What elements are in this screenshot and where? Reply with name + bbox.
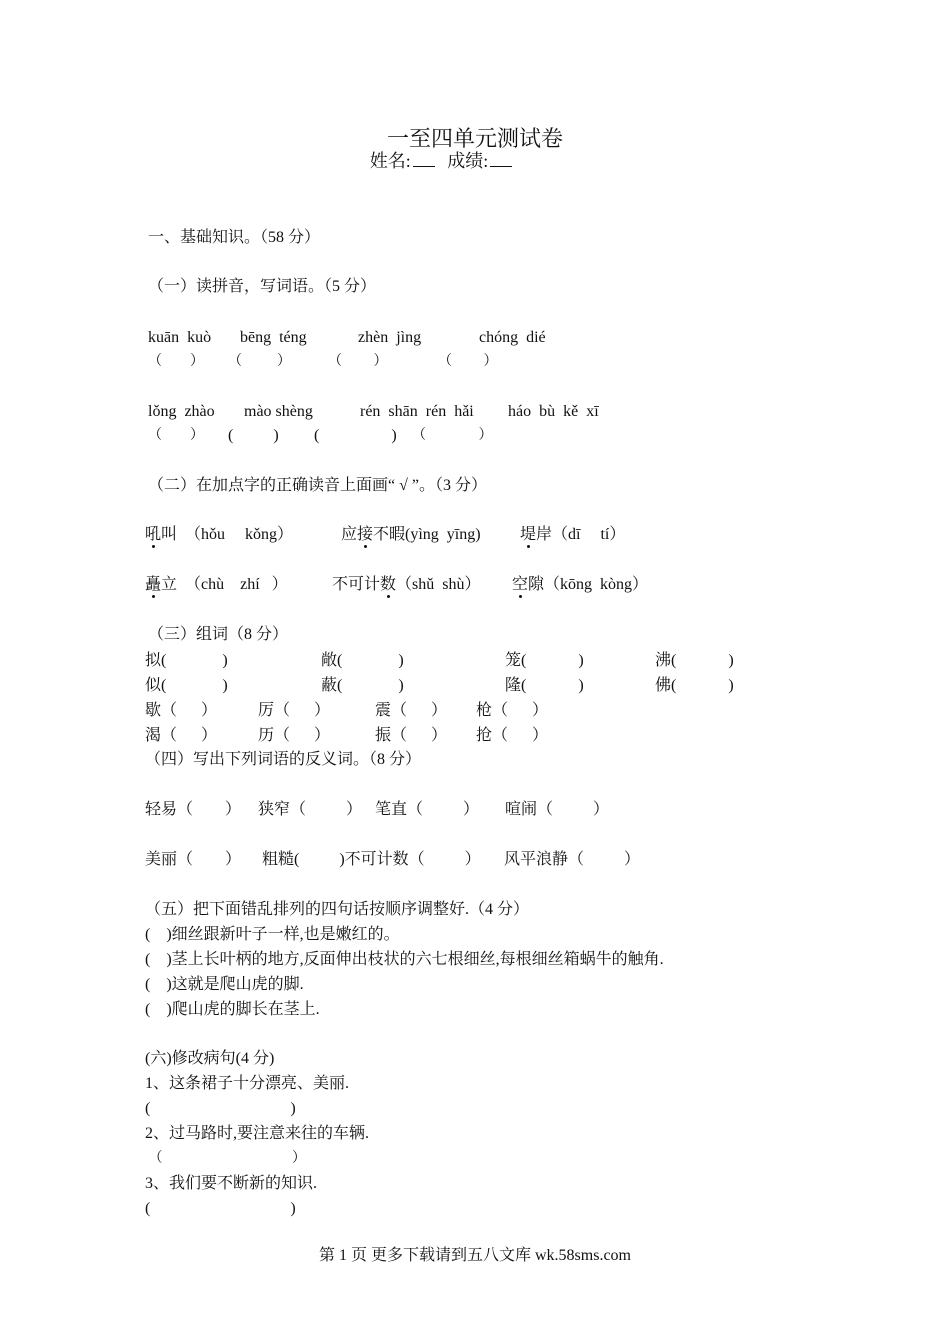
part3-heading: （三）组词（8 分） (148, 626, 289, 643)
word-blank[interactable]: 历（ ） (258, 727, 331, 744)
answer-blank[interactable]: （ ） (438, 354, 498, 369)
antonym-blank[interactable]: 笔直（ ） (375, 801, 480, 818)
sentence-item: 1、这条裙子十分漂亮、美丽. (145, 1075, 350, 1092)
word-blank[interactable]: 敞( ) (321, 652, 404, 669)
score-blank[interactable] (490, 152, 512, 167)
part1-heading: （一）读拼音，写词语。（5 分） (148, 278, 377, 295)
word-blank[interactable]: 笼( ) (505, 652, 584, 669)
antonym-blank[interactable]: 轻易（ ） (145, 801, 242, 818)
word-blank[interactable]: 抢（ ） (476, 727, 549, 744)
antonym-blank[interactable]: 狭窄（ ） (258, 801, 363, 818)
sentence-item: 2、过马路时,要注意来往的车辆. (145, 1125, 370, 1142)
part4-heading: （四）写出下列词语的反义词。（8 分） (145, 751, 422, 768)
pinyin-item: háo bù kě xī (508, 403, 599, 420)
word-blank[interactable]: 沸( ) (655, 652, 734, 669)
sentence-item: 3、我们要不断新的知识. (145, 1175, 318, 1192)
correction-blank[interactable]: ( ) (145, 1100, 296, 1117)
word-blank[interactable]: 厉（ ） (258, 702, 331, 719)
part2-heading: （二）在加点字的正确读音上面画“ √ ”。（3 分） (148, 477, 487, 494)
name-label: 姓名: (369, 151, 411, 171)
student-info (0, 150, 890, 172)
word-blank[interactable]: 振（ ） (375, 727, 448, 744)
page-title: 一至四单元测试卷 (386, 126, 563, 151)
answer-blank[interactable]: （ ） (328, 354, 388, 369)
word-blank[interactable]: 渴（ ） (145, 727, 218, 744)
answer-blank[interactable]: （ ） (148, 428, 204, 443)
pinyin-item: bēng téng (240, 329, 307, 346)
pinyin-item: zhèn jìng (358, 329, 422, 346)
pronunciation-item[interactable]: 吼叫 （hǒu kǒng） (145, 526, 294, 543)
word-blank[interactable]: 似( ) (145, 677, 228, 694)
answer-blank[interactable]: （ ） (412, 428, 493, 443)
word-blank[interactable]: 拟( ) (145, 652, 228, 669)
pinyin-item: rén shān rén hǎi (360, 403, 474, 420)
correction-blank[interactable]: ( ) (145, 1200, 296, 1217)
pinyin-item: lǒng zhào (148, 403, 215, 420)
correction-blank[interactable]: （ ） (145, 1151, 306, 1166)
ordering-item[interactable]: ( )细丝跟新叶子一样,也是嫩红的。 (145, 926, 400, 943)
word-blank[interactable]: 佛( ) (655, 677, 734, 694)
answer-blank[interactable]: ( ) (228, 427, 279, 444)
pronunciation-item[interactable]: 矗立 （chù zhí ） (145, 576, 288, 593)
answer-blank[interactable]: （ ） (228, 354, 291, 369)
section-heading: 一、基础知识。（58 分） (148, 229, 321, 246)
pronunciation-item[interactable]: 应接不暇(yìng yīng) (341, 526, 481, 543)
page-footer: 第 1 页 更多下载请到五八文库 wk.58sms.com (318, 1247, 631, 1264)
ordering-item[interactable]: ( )茎上长叶柄的地方,反面伸出枝状的六七根细丝,每根细丝箱蜗牛的触角. (145, 951, 664, 968)
ordering-item[interactable]: ( )爬山虎的脚长在茎上. (145, 1001, 320, 1018)
antonym-blank[interactable]: 粗糙( )不可计数（ ） (262, 851, 481, 868)
part5-heading: （五）把下面错乱排列的四句话按顺序调整好.（4 分） (145, 901, 530, 918)
antonym-blank[interactable]: 喧闹（ ） (505, 801, 610, 818)
pinyin-item: mào shèng (244, 403, 313, 420)
pinyin-item: chóng dié (479, 329, 546, 346)
word-blank[interactable]: 歇（ ） (145, 702, 218, 719)
answer-blank[interactable]: ( ) (314, 427, 397, 444)
pronunciation-item[interactable]: 堤岸（dī tí） (520, 526, 626, 543)
word-blank[interactable]: 震（ ） (375, 702, 448, 719)
part6-heading: (六)修改病句(4 分) (145, 1050, 275, 1067)
pinyin-item: kuān kuò (148, 329, 212, 346)
pronunciation-item[interactable]: 空隙（kōng kòng） (512, 576, 649, 593)
antonym-blank[interactable]: 美丽（ ） (145, 851, 242, 868)
ordering-item[interactable]: ( )这就是爬山虎的脚. (145, 976, 304, 993)
pronunciation-item[interactable]: 不可计数（shǔ shù） (332, 576, 481, 593)
name-blank[interactable] (413, 152, 435, 167)
word-blank[interactable]: 枪（ ） (476, 702, 549, 719)
antonym-blank[interactable]: 风平浪静（ ） (504, 851, 641, 868)
word-blank[interactable]: 隆( ) (505, 677, 584, 694)
word-blank[interactable]: 蔽( ) (321, 677, 404, 694)
answer-blank[interactable]: （ ） (148, 354, 204, 369)
score-label: 成绩: (447, 151, 489, 171)
